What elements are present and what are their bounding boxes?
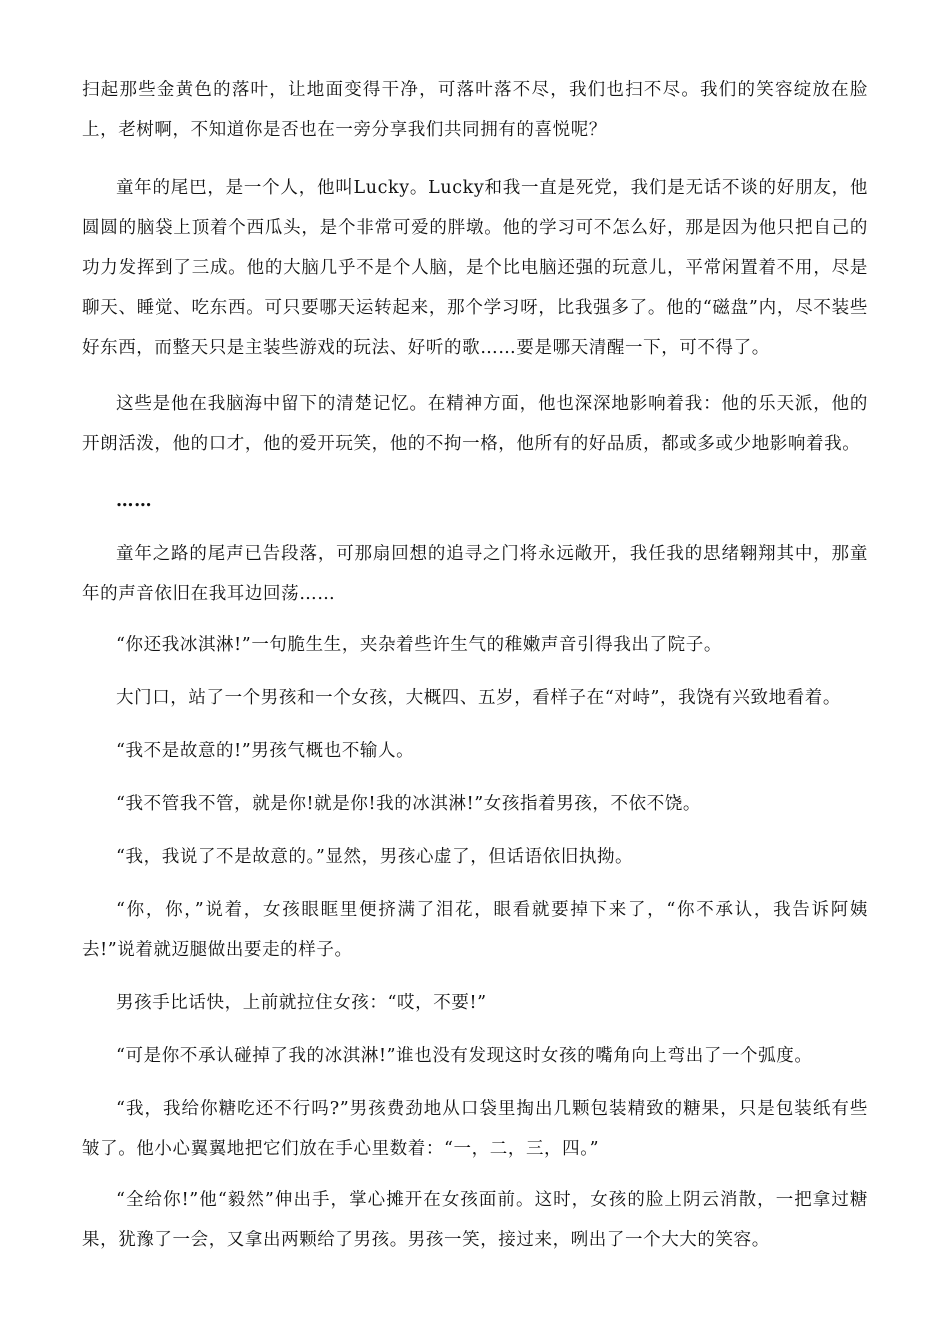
dialogue-line-4-block [82,784,868,824]
paragraph-block-memory [82,384,868,464]
dialogue-line-5-block [82,837,868,877]
paragraph-10: “我，我说了不是故意的。”显然，男孩心虚了，但话语依旧执拗。 [116,847,634,867]
paragraph-5: 童年之路的尾声已告段落，可那扇回想的追寻之门将永远敞开，我任我的思绪翱翔其中，那童年的声音依旧在我耳边回荡…… [82,544,868,604]
paragraph-block-echo [82,534,868,614]
paragraph-6: “你还我冰淇淋!”一句脆生生，夹杂着些许生气的稚嫩声音引得我出了院子。 [116,635,722,655]
paragraph-11: “你，你，”说着，女孩眼眶里便挤满了泪花，眼看就要掉下来了，“你不承认，我告诉阿姨去!”说着就迈腿做出要走的样子。 [82,900,868,960]
paragraph-continuation [82,70,868,150]
dialogue-line-2-block [82,678,868,718]
dialogue-line-6-block [82,890,868,970]
paragraph-9: “我不管我不管，就是你!就是你!我的冰淇淋!”女孩指着男孩，不依不饶。 [116,794,701,814]
dialogue-line-1-block [82,625,868,665]
paragraph-8: “我不是故意的!”男孩气概也不输人。 [116,741,415,761]
paragraph-ellipsis: …… [116,491,153,511]
paragraph-3: 这些是他在我脑海中留下的清楚记忆。在精神方面，他也深深地影响着我：他的乐天派，他的开朗活泼，他的口才，他的爱开玩笑，他的不拘一格，他所有的好品质，都或多或少地影响着我。 [82,394,868,454]
dialogue-line-7-block [82,983,868,1023]
paragraph-block-lucky [82,168,868,368]
paragraph-12: 男孩手比话快，上前就拉住女孩：“哎，不要!” [116,993,487,1013]
paragraph-15: “全给你!”他“毅然”伸出手，掌心摊开在女孩面前。这时，女孩的脸上阴云消散，一把拿过糖果，犹豫了一会，又拿出两颗给了男孩。男孩一笑，接过来，咧出了一个大大的笑容。 [82,1190,868,1250]
ellipsis-block [82,481,868,521]
paragraph-7: 大门口，站了一个男孩和一个女孩，大概四、五岁，看样子在“对峙”，我饶有兴致地看着。 [116,688,841,708]
dialogue-line-3-block [82,731,868,771]
paragraph-13: “可是你不承认碰掉了我的冰淇淋!”谁也没有发现这时女孩的嘴角向上弯出了一个弧度。 [116,1046,813,1066]
dialogue-line-8-block [82,1036,868,1076]
paragraph-14: “我，我给你糖吃还不行吗?”男孩费劲地从口袋里掏出几颗包装精致的糖果，只是包装纸有些皱了。他小心翼翼地把它们放在手心里数着：“一，二，三，四。” [82,1099,868,1159]
paragraph-1: 扫起那些金黄色的落叶，让地面变得干净，可落叶落不尽，我们也扫不尽。我们的笑容绽放在脸上，老树啊，不知道你是否也在一旁分享我们共同拥有的喜悦呢？ [82,80,868,140]
paragraph-2: 童年的尾巴，是一个人，他叫Lucky。Lucky和我一直是死党，我们是无话不谈的好朋友，他圆圆的脑袋上顶着个西瓜头，是个非常可爱的胖墩。他的学习可不怎么好，那是因为他只把自己的功力发挥到了三成。他的大脑几乎不是个人脑，是个比电脑还强的玩意儿，平常闲置着不用，尽是聊天、睡觉、吃东西。可只要哪天运转起来，那个学习呀，比我强多了。他的“磁盘”内，尽不装些好东西，而整天只是主装些游戏的玩法、好听的歌……要是哪天清醒一下，可不得了。 [82,178,868,358]
dialogue-line-10-block [82,1180,868,1260]
dialogue-line-9-block [82,1089,868,1169]
